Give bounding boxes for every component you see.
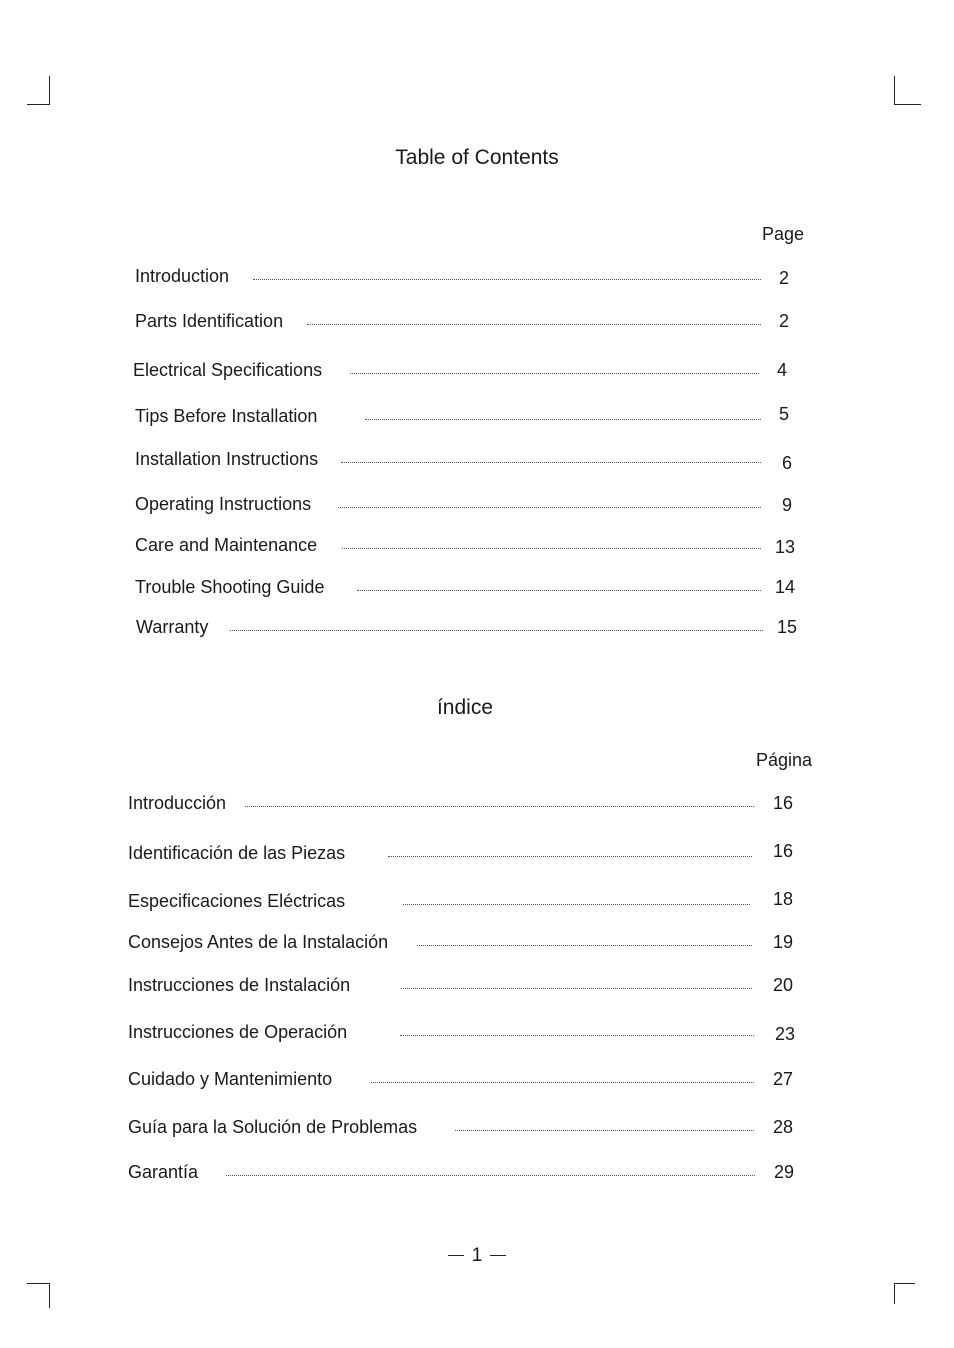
toc-entry-introduction[interactable] (135, 266, 815, 290)
dot-leader (350, 373, 759, 374)
indice-entry-page: 16 (772, 793, 794, 813)
indice-entry-page: 18 (772, 889, 794, 909)
dot-leader (371, 1082, 754, 1083)
toc-entry-page: 15 (776, 617, 798, 637)
toc-entry-operating-instructions[interactable] (135, 494, 815, 518)
crop-mark-top-right (894, 76, 921, 105)
dot-leader (342, 548, 761, 549)
toc-entry-page: 4 (776, 360, 787, 380)
indice-entry-page: 28 (772, 1117, 794, 1137)
dot-leader (417, 945, 752, 946)
toc-entry-trouble-shooting-guide[interactable] (135, 577, 815, 601)
dot-leader (253, 279, 761, 280)
toc-entry-tips-before-installation[interactable] (135, 406, 815, 430)
indice-entry-instrucciones-instalacion[interactable] (128, 975, 808, 999)
dot-leader (388, 856, 752, 857)
indice-entry-consejos[interactable] (128, 932, 808, 956)
toc-entry-label: Installation Instructions (135, 449, 319, 469)
indice-entry-label: Guía para la Solución de Problemas (128, 1117, 418, 1137)
indice-entry-label: Instrucciones de Operación (128, 1022, 348, 1042)
toc-entry-electrical-specifications[interactable] (133, 360, 813, 384)
toc-entry-page: 5 (778, 404, 789, 424)
dot-leader (403, 904, 750, 905)
indice-entry-identificacion[interactable] (128, 843, 808, 867)
toc-entry-parts-identification[interactable] (135, 311, 815, 335)
dot-leader (226, 1175, 755, 1176)
crop-mark-bottom-right (894, 1283, 915, 1304)
toc-entry-page: 13 (774, 537, 796, 557)
dot-leader (357, 590, 761, 591)
indice-title: índice (436, 696, 494, 719)
toc-entry-label: Care and Maintenance (135, 535, 318, 555)
indice-entry-label: Identificación de las Piezas (128, 843, 346, 863)
dot-leader (338, 507, 761, 508)
toc-entry-label: Parts Identification (135, 311, 284, 331)
page-footer (0, 1245, 954, 1267)
indice-page-header: Página (756, 750, 813, 770)
dash-left (448, 1255, 464, 1256)
indice-entry-instrucciones-operacion[interactable] (128, 1022, 808, 1046)
indice-entry-garantia[interactable] (128, 1162, 808, 1186)
dot-leader (401, 988, 752, 989)
toc-entry-installation-instructions[interactable] (135, 449, 815, 473)
indice-entry-page: 16 (772, 841, 794, 861)
toc-entry-page: 6 (781, 453, 792, 473)
toc-entry-care-and-maintenance[interactable] (135, 535, 815, 559)
crop-mark-bottom-left (27, 1283, 50, 1308)
toc-entry-page: 2 (778, 268, 789, 288)
indice-entry-label: Especificaciones Eléctricas (128, 891, 346, 911)
toc-title: Table of Contents (395, 146, 559, 169)
indice-entry-guia[interactable] (128, 1117, 808, 1141)
toc-entry-label: Tips Before Installation (135, 406, 318, 426)
toc-entry-label: Electrical Specifications (133, 360, 323, 380)
indice-entry-page: 29 (773, 1162, 795, 1182)
toc-entry-page: 2 (778, 311, 789, 331)
toc-entry-page: 9 (781, 495, 792, 515)
dot-leader (400, 1035, 754, 1036)
indice-entry-page: 19 (772, 932, 794, 952)
toc-entry-label: Operating Instructions (135, 494, 312, 514)
indice-entry-page: 20 (772, 975, 794, 995)
dot-leader (455, 1130, 754, 1131)
indice-entry-page: 23 (774, 1024, 796, 1044)
dot-leader (230, 630, 763, 631)
indice-entry-page: 27 (772, 1069, 794, 1089)
dot-leader (365, 419, 761, 420)
indice-entry-label: Introducción (128, 793, 227, 813)
toc-entry-page: 14 (774, 577, 796, 597)
toc-entry-label: Introduction (135, 266, 230, 286)
indice-entry-label: Garantía (128, 1162, 199, 1182)
toc-entry-label: Warranty (136, 617, 209, 637)
toc-entry-warranty[interactable] (136, 617, 816, 641)
dash-right (490, 1255, 506, 1256)
dot-leader (341, 462, 761, 463)
indice-entry-label: Instrucciones de Instalación (128, 975, 351, 995)
indice-entry-especificaciones[interactable] (128, 891, 808, 915)
indice-entry-label: Cuidado y Mantenimiento (128, 1069, 333, 1089)
crop-mark-top-left (27, 76, 50, 105)
indice-entry-introduccion[interactable] (128, 793, 808, 817)
dot-leader (245, 806, 754, 807)
page-number: 1 (471, 1245, 483, 1266)
toc-page-header: Page (762, 224, 805, 244)
indice-entry-cuidado[interactable] (128, 1069, 808, 1093)
toc-entry-label: Trouble Shooting Guide (135, 577, 325, 597)
indice-entry-label: Consejos Antes de la Instalación (128, 932, 389, 952)
dot-leader (307, 324, 761, 325)
